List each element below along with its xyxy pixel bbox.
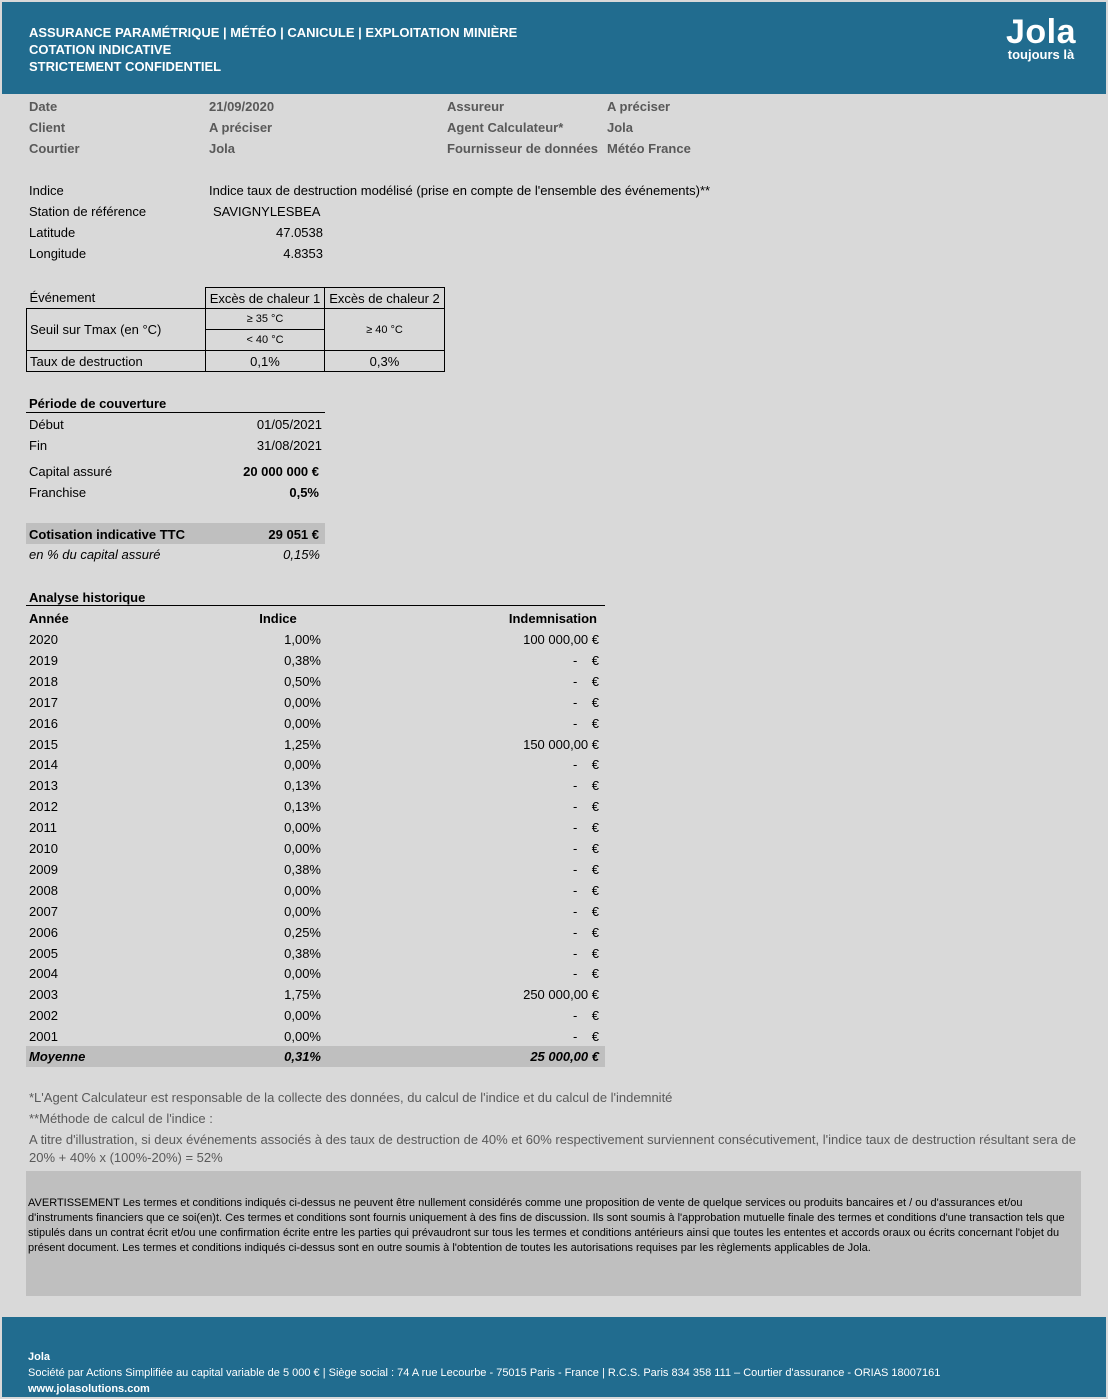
client-value: A préciser (209, 120, 273, 135)
history-index: 0,00% (284, 883, 321, 898)
history-indemnisation: - € (572, 925, 599, 940)
debut-value: 01/05/2021 (256, 417, 322, 432)
history-index: 0,00% (284, 757, 321, 772)
table-row (29, 984, 599, 1005)
warning-box (26, 1171, 1081, 1296)
date-value: 21/09/2020 (209, 99, 275, 114)
table-row (29, 901, 599, 922)
history-index: 0,00% (284, 904, 321, 919)
history-year: 2011 (29, 820, 57, 835)
warning-text: AVERTISSEMENT Les termes et conditions indiqués ci-dessus ne peuvent être nullement considérés comme une proposition de vente de quelque services ou produits bancaires et / ou d'assurances et/ou d'instruments financiers que ce soi(en)t. Ces termes et conditions sont fournis uniquement à des fins de discussion. Ils sont soumis à l'approbation mutuelle finale des termes et conditions d'une transaction tels que stipulés dans un contrat écrit et/ou une confirmation écrite entre les parties qui prévaudront sur tous les termes et conditions antérieurs ainsi que toutes les ententes et accords oraux ou écrits concernant l'objet du présent document. Les termes et conditions indiqués ci-dessus sont en outre soumis à l'obtention de toutes les autorisations requises par les règlements applicables de Jola. (28, 1197, 1065, 1254)
header-lines (29, 24, 517, 75)
history-index: 0,00% (284, 841, 321, 856)
station-value: SAVIGNYLESBEA (213, 204, 321, 219)
history-year: 2005 (29, 946, 58, 961)
history-year: 2006 (29, 925, 58, 940)
history-indemnisation: - € (572, 946, 599, 961)
history-index: 0,25% (284, 925, 321, 940)
average-index: 0,31% (284, 1049, 321, 1064)
taux-label: Taux de destruction (27, 351, 206, 372)
page-header (2, 2, 1106, 94)
assureur-value: A préciser (607, 99, 671, 114)
franchise-value: 0,5% (289, 485, 319, 500)
table-row (29, 775, 599, 796)
agent-note: *L'Agent Calculateur est responsable de la collecte des données, du calcul de l'indice et du calcul de l'indemnité (29, 1090, 673, 1105)
table-row (29, 922, 599, 943)
average-label: Moyenne (29, 1049, 86, 1064)
history-index: 0,38% (284, 862, 321, 877)
history-index: 0,38% (284, 653, 321, 668)
latitude-label: Latitude (29, 225, 76, 240)
history-indemnisation: - € (572, 883, 599, 898)
history-header-row (29, 608, 599, 629)
table-row (29, 859, 599, 880)
history-year: 2014 (29, 757, 58, 772)
history-index: 0,13% (284, 799, 321, 814)
history-year: 2009 (29, 862, 58, 877)
table-row (29, 796, 599, 817)
history-year: 2017 (29, 695, 58, 710)
coverage-divider (26, 412, 325, 413)
header-line-3: STRICTEMENT CONFIDENTIEL (29, 59, 222, 74)
table-row (29, 838, 599, 859)
fin-label: Fin (29, 438, 48, 453)
table-row (29, 963, 599, 984)
history-index: 0,00% (284, 695, 321, 710)
courtier-label: Courtier (29, 141, 80, 156)
history-divider (26, 605, 605, 606)
history-year: 2020 (29, 632, 58, 647)
header-line-1: ASSURANCE PARAMÉTRIQUE | MÉTÉO | CANICULE | EXPLOITATION MINIÈRE (29, 25, 518, 40)
cotisation-value: 29 051 € (268, 527, 319, 542)
history-indemnisation: - € (572, 653, 599, 668)
footer-text (28, 1349, 940, 1397)
courtier-value: Jola (209, 141, 236, 156)
col1-taux: 0,1% (206, 351, 325, 372)
agent-value: Jola (607, 120, 634, 135)
history-indemnisation: - € (572, 820, 599, 835)
capital-value: 20 000 000 € (243, 464, 319, 479)
history-indemnisation: 250 000,00 € (523, 987, 599, 1002)
seuil-label: Seuil sur Tmax (en °C) (27, 309, 206, 351)
date-label: Date (29, 99, 58, 114)
pct-label: en % du capital assuré (29, 547, 161, 562)
table-row (29, 671, 599, 692)
history-indemnisation: - € (572, 695, 599, 710)
jola-logo (1006, 14, 1076, 62)
table-row (29, 943, 599, 964)
table-row (29, 754, 599, 775)
history-indemnisation: - € (572, 716, 599, 731)
history-indemnisation: - € (572, 757, 599, 772)
average-row (29, 1046, 599, 1067)
col1-seuil-min: ≥ 35 °C (206, 309, 325, 330)
history-year: 2015 (29, 737, 58, 752)
history-indemnisation: - € (572, 1008, 599, 1023)
coverage-title: Période de couverture (29, 396, 167, 411)
history-index: 0,00% (284, 820, 321, 835)
history-index: 0,50% (284, 674, 321, 689)
indice-value: Indice taux de destruction modélisé (prise en compte de l'ensemble des événements)** (209, 183, 711, 198)
event-header-label: Événement (27, 288, 206, 309)
history-index: 1,75% (284, 987, 321, 1002)
header-line-2: COTATION INDICATIVE (29, 42, 172, 57)
fournisseur-value: Météo France (607, 141, 691, 156)
logo-name: Jola (1005, 13, 1076, 51)
history-index: 0,00% (284, 1029, 321, 1044)
history-year: 2003 (29, 987, 58, 1002)
latitude-value: 47.0538 (276, 225, 323, 240)
history-indemnisation: 100 000,00 € (523, 632, 599, 647)
capital-label: Capital assuré (29, 464, 113, 479)
history-indemnisation: - € (572, 799, 599, 814)
table-row (29, 713, 599, 734)
indice-label: Indice (29, 183, 64, 198)
history-year: 2019 (29, 653, 58, 668)
history-year: 2002 (29, 1008, 58, 1023)
table-row (29, 1005, 599, 1026)
history-index: 0,00% (284, 716, 321, 731)
history-index: 1,25% (284, 737, 321, 752)
history-year: 2012 (29, 799, 58, 814)
assureur-label: Assureur (447, 99, 505, 114)
franchise-label: Franchise (29, 485, 87, 500)
history-year: 2018 (29, 674, 58, 689)
client-label: Client (29, 120, 66, 135)
col-indemn-header: Indemnisation (508, 611, 597, 626)
history-year: 2013 (29, 778, 58, 793)
average-indemn: 25 000,00 € (530, 1049, 599, 1064)
footer-website[interactable]: www.jolasolutions.com (28, 1383, 150, 1395)
history-year: 2001 (29, 1029, 58, 1044)
table-row (29, 692, 599, 713)
table-row (29, 734, 599, 755)
history-indemnisation: 150 000,00 € (523, 737, 599, 752)
event-col2-header: Excès de chaleur 2 (325, 288, 445, 309)
history-year: 2010 (29, 841, 58, 856)
agent-label: Agent Calculateur* (447, 120, 564, 135)
col2-taux: 0,3% (325, 351, 445, 372)
history-indemnisation: - € (572, 862, 599, 877)
history-title: Analyse historique (29, 590, 146, 605)
history-year: 2007 (29, 904, 58, 919)
history-index: 0,38% (284, 946, 321, 961)
history-year: 2008 (29, 883, 58, 898)
table-row (29, 1026, 599, 1047)
footer-legal: Société par Actions Simplifiée au capital variable de 5 000 € | Siège social : 74 A rue Lecourbe - 75015 Paris - France | R.C.S. Paris 834 358 111 – Courtier d'assurance - ORIAS 18007161 (28, 1367, 941, 1379)
longitude-label: Longitude (29, 246, 87, 261)
longitude-value: 4.8353 (283, 246, 323, 261)
history-indemnisation: - € (572, 904, 599, 919)
history-year: 2016 (29, 716, 58, 731)
history-index: 0,13% (284, 778, 321, 793)
fournisseur-label: Fournisseur de données (447, 141, 598, 156)
method-text: A titre d'illustration, si deux événements associés à des taux de destruction de 40% et 60% respectivement surviennent consécutivement, l'indice taux de destruction résultant sera de 20% + 40% x (100%-20%) = 52% (29, 1132, 1076, 1165)
table-row (29, 880, 599, 901)
history-indemnisation: - € (572, 674, 599, 689)
history-indemnisation: - € (572, 841, 599, 856)
page-footer (2, 1317, 1106, 1397)
pct-value: 0,15% (283, 547, 320, 562)
table-row (29, 629, 599, 650)
event-table (26, 287, 445, 372)
method-title: **Méthode de calcul de l'indice : (29, 1111, 213, 1126)
cotisation-label: Cotisation indicative TTC (29, 527, 186, 542)
history-indemnisation: - € (572, 778, 599, 793)
logo-tagline: toujours là (1007, 47, 1075, 62)
table-row (29, 817, 599, 838)
debut-label: Début (29, 417, 64, 432)
table-row (29, 650, 599, 671)
history-index: 0,00% (284, 966, 321, 981)
history-index: 0,00% (284, 1008, 321, 1023)
history-index: 1,00% (284, 632, 321, 647)
history-indemnisation: - € (572, 1029, 599, 1044)
col1-seuil-max: < 40 °C (206, 330, 325, 351)
event-col1-header: Excès de chaleur 1 (206, 288, 325, 309)
history-year: 2004 (29, 966, 58, 981)
station-label: Station de référence (29, 204, 147, 219)
col2-seuil-min: ≥ 40 °C (325, 309, 445, 351)
fin-value: 31/08/2021 (256, 438, 322, 453)
history-indemnisation: - € (572, 966, 599, 981)
col-year-header: Année (29, 611, 69, 626)
footer-company: Jola (28, 1351, 51, 1363)
col-index-header: Indice (259, 611, 297, 626)
